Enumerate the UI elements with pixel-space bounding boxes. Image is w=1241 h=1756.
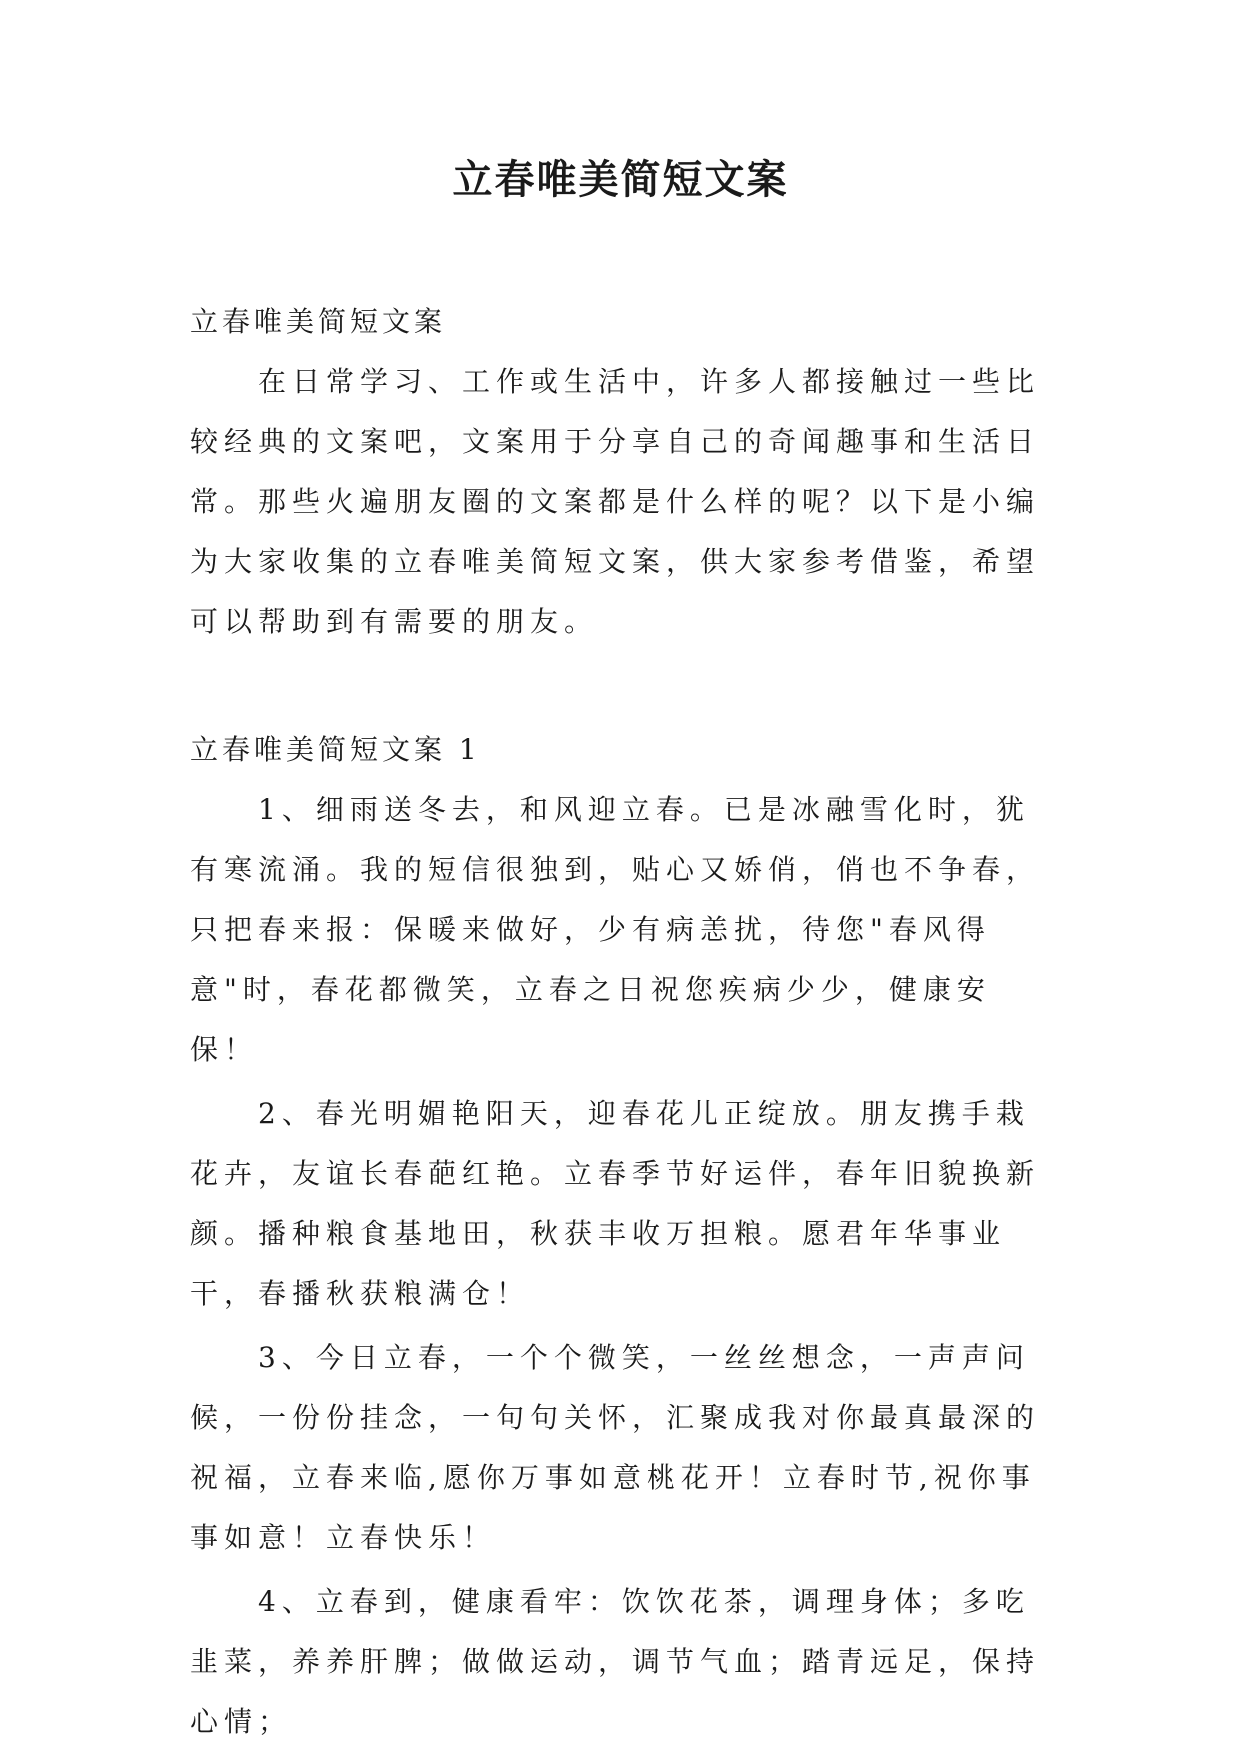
section-heading: 立春唯美简短文案 1 <box>190 733 481 766</box>
intro-paragraph: 在日常学习、工作或生活中，许多人都接触过一些比较经典的文案吧，文案用于分享自己的奇闻趣事和生活日常。那些火遍朋友圈的文案都是什么样的呢？以下是小编为大家收集的立春唯美简短文案，供大家参考借鉴，希望可以帮助到有需要的朋友。 <box>190 365 1041 638</box>
document-title: 立春唯美简短文案 <box>452 156 789 203</box>
document-subtitle: 立春唯美简短文案 <box>190 305 447 338</box>
list-item: 2、春光明媚艳阳天，迎春花儿正绽放。朋友携手栽花卉，友谊长春葩红艳。立春季节好运伴，春年旧貌换新颜。播种粮食基地田，秋获丰收万担粮。愿君年华事业干，春播秋获粮满仓！ <box>190 1097 1041 1310</box>
list-item: 3、今日立春，一个个微笑，一丝丝想念，一声声问候，一份份挂念，一句句关怀，汇聚成我对你最真最深的祝福，立春来临,愿你万事如意桃花开！立春时节,祝你事事如意！立春快乐！ <box>190 1341 1041 1554</box>
document-body <box>190 292 1058 1756</box>
list-item: 1、细雨送冬去，和风迎立春。已是冰融雪化时，犹有寒流涌。我的短信很独到，贴心又娇俏，俏也不争春，只把春来报：保暖来做好，少有病恙扰，待您"春风得意"时，春花都微笑，立春之日祝您疾病少少，健康安保！ <box>190 793 1041 1066</box>
section-spacer <box>190 652 1058 720</box>
list-item: 4、立春到，健康看牢：饮饮花茶，调理身体；多吃韭菜，养养肝脾；做做运动，调节气血；踏青远足，保持心情； <box>190 1585 1041 1738</box>
